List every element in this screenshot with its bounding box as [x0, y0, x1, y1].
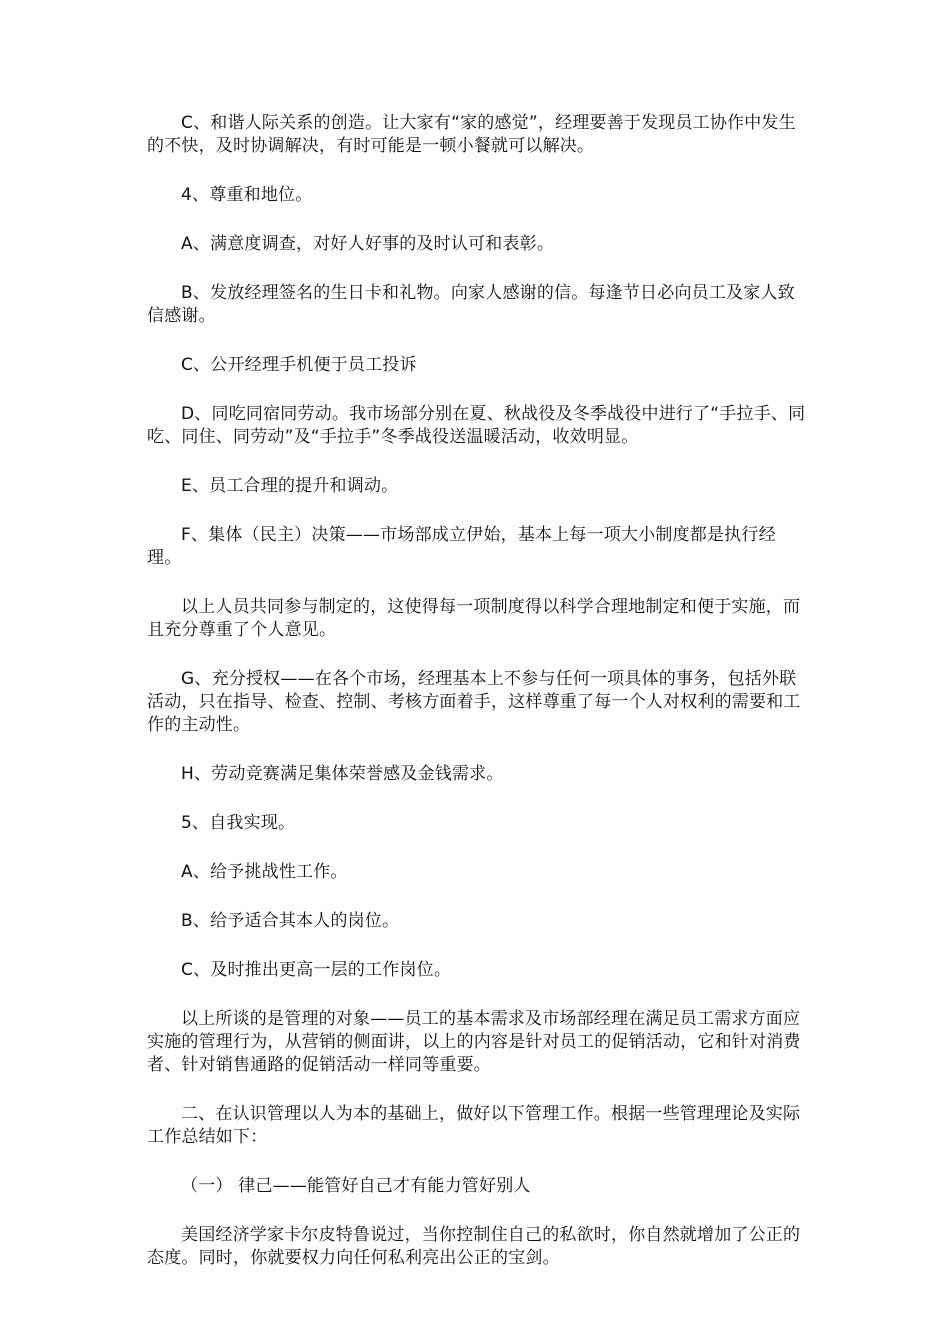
paragraph-suitable-position: B、给予适合其本人的岗位。 [181, 911, 400, 931]
paragraph-birthday-cards: B、发放经理签名的生日卡和礼物。向家人感谢的信。每逢节日必向员工及家人致信感谢。 [147, 283, 795, 326]
paragraph-harmony: C、和谐人际关系的创造。让大家有“家的感觉”，经理要善于发现员工协作中发生的不快，及时协调解决，有时可能是一顿小餐就可以解决。 [147, 113, 796, 156]
paragraph-promotion-transfer: E、员工合理的提升和调动。 [181, 476, 399, 496]
paragraph-joint-formulation: 以上人员共同参与制定的，这使得每一项制度得以科学合理地制定和便于实施，而且充分尊重了个人意见。 [147, 597, 801, 640]
paragraph-public-phone: C、公开经理手机便于员工投诉 [181, 355, 417, 375]
document-page [147, 112, 807, 1296]
paragraph-labor-competition: H、劳动竞赛满足集体荣誉感及金钱需求。 [181, 764, 504, 784]
paragraph-economist-quote: 美国经济学家卡尔皮特鲁说过，当你控制住自己的私欲时，你自然就增加了公正的态度。同时，你就要权力向任何私利亮出公正的宝剑。 [147, 1225, 801, 1268]
heading-self-actualization: 5、自我实现。 [181, 813, 296, 833]
paragraph-satisfaction-survey: A、满意度调查，对好人好事的及时认可和表彰。 [181, 234, 555, 254]
heading-section-two: 二、在认识管理以人为本的基础上，做好以下管理工作。根据一些管理理论及实际工作总结如下： [147, 1104, 801, 1147]
heading-self-discipline: （一） 律己——能管好自己才有能力管好别人 [181, 1176, 531, 1196]
paragraph-eat-live-work: D、同吃同宿同劳动。我市场部分别在夏、秋战役及冬季战役中进行了“手拉手、同吃、同住、同劳动”及“手拉手”冬季战役送温暖活动，收效明显。 [147, 404, 806, 447]
paragraph-summary: 以上所谈的是管理的对象——员工的基本需求及市场部经理在满足员工需求方面应实施的管理行为，从营销的侧面讲，以上的内容是针对员工的促销活动，它和针对消费者、针对销售通路的促销活动一样同等重要。 [147, 1009, 801, 1075]
paragraph-delegation: G、充分授权——在各个市场，经理基本上不参与任何一项具体的事务，包括外联活动，只在指导、检查、控制、考核方面着手，这样尊重了每一个人对权利的需要和工作的主动性。 [147, 669, 801, 735]
paragraph-higher-position: C、及时推出更高一层的工作岗位。 [181, 960, 452, 980]
paragraph-challenging-work: A、给予挑战性工作。 [181, 862, 348, 882]
heading-respect-status: 4、尊重和地位。 [181, 185, 313, 205]
paragraph-collective-decision: F、集体（民主）决策——市场部成立伊始，基本上每一项大小制度都是执行经理。 [147, 525, 776, 568]
